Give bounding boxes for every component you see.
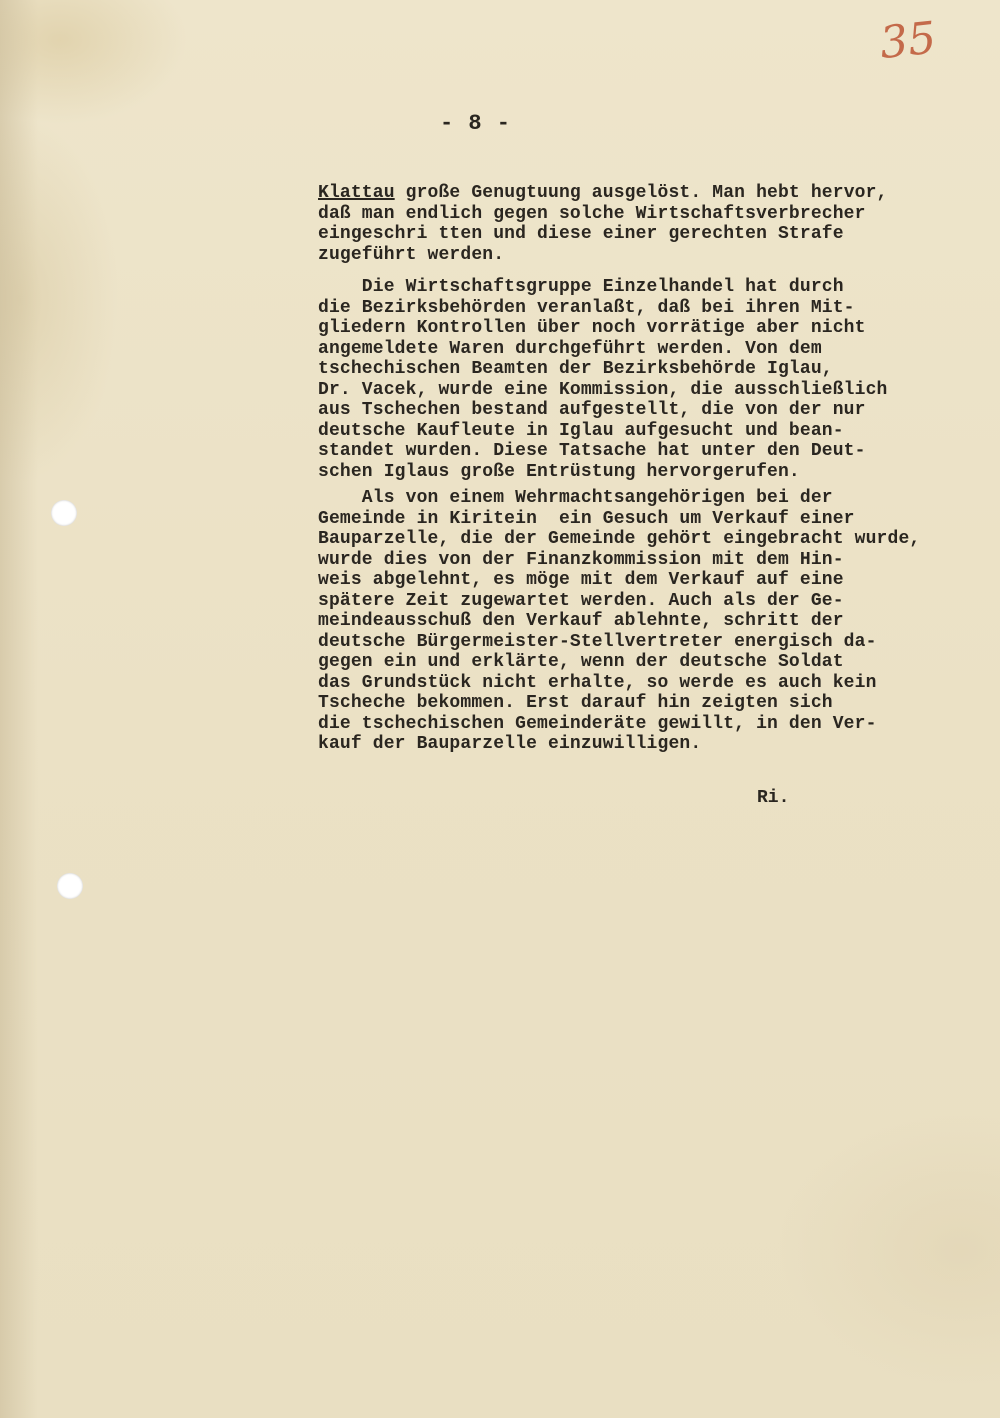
underlined-place-name: Klattau <box>318 183 395 203</box>
text-line: das Grundstück nicht erhalte, so werde es auch kein <box>318 672 877 693</box>
text-line: deutsche Bürgermeister-Stellvertreter energisch da- <box>318 631 877 652</box>
text-line: spätere Zeit zugewartet werden. Auch als der Ge- <box>318 590 844 611</box>
text-line: kauf der Bauparzelle einzuwilligen. <box>318 734 702 754</box>
signature-initials: Ri. <box>757 788 790 808</box>
text-line: meindeausschuß den Verkauf ablehnte, schritt der <box>318 611 844 631</box>
text-line: eingeschri tten und diese einer gerechten Strafe <box>318 224 844 244</box>
text-line: gliedern Kontrollen über noch vorrätige aber nicht <box>318 318 866 338</box>
text-line: deutsche Kaufleute in Iglau aufgesucht und bean- <box>318 420 844 441</box>
paragraph-gap <box>318 265 998 277</box>
punch-hole-top <box>51 500 77 526</box>
text-line: Dr. Vacek, wurde eine Kommission, die ausschließlich <box>318 379 888 400</box>
text-line: Tscheche bekommen. Erst darauf hin zeigten sich <box>318 693 833 713</box>
paper-fold-shadow <box>0 0 38 1418</box>
text-line: weis abgelehnt, es möge mit dem Verkauf auf eine <box>318 570 844 590</box>
text-line: tschechischen Beamten der Bezirksbehörde Iglau, <box>318 359 833 379</box>
handwritten-folio-number: 35 <box>877 12 939 70</box>
text-line: zugeführt werden. <box>318 244 505 265</box>
text-line: die tschechischen Gemeinderäte gewillt, in den Ver- <box>318 713 877 734</box>
text-line: daß man endlich gegen solche Wirtschaftsverbrecher <box>318 203 866 224</box>
text-line: gegen ein und erklärte, wenn der deutsche Soldat <box>318 652 844 672</box>
text-line: Gemeinde in Kiritein ein Gesuch um Verkauf einer <box>318 508 855 529</box>
text-line: standet wurden. Diese Tatsache hat unter den Deut- <box>318 441 866 461</box>
text-line: Als von einem Wehrmachtsangehörigen bei der <box>318 488 833 508</box>
punch-hole-bottom <box>57 873 83 899</box>
text-line: aus Tschechen bestand aufgestellt, die von der nur <box>318 400 866 420</box>
text-line: Bauparzelle, die der Gemeinde gehört eingebracht wurde, <box>318 529 921 549</box>
text-line <box>318 183 998 204</box>
text-line-rest: große Genugtuung ausgelöst. Man hebt hervor, <box>394 183 888 203</box>
text-line: Die Wirtschaftsgruppe Einzelhandel hat durch <box>318 277 844 297</box>
body-text <box>318 183 998 755</box>
page-number: - 8 - <box>440 111 512 136</box>
text-line: angemeldete Waren durchgeführt werden. Von dem <box>318 338 822 359</box>
text-line: wurde dies von der Finanzkommission mit dem Hin- <box>318 549 844 570</box>
text-line: schen Iglaus große Entrüstung hervorgerufen. <box>318 461 800 482</box>
text-line: die Bezirksbehörden veranlaßt, daß bei ihren Mit- <box>318 297 855 318</box>
